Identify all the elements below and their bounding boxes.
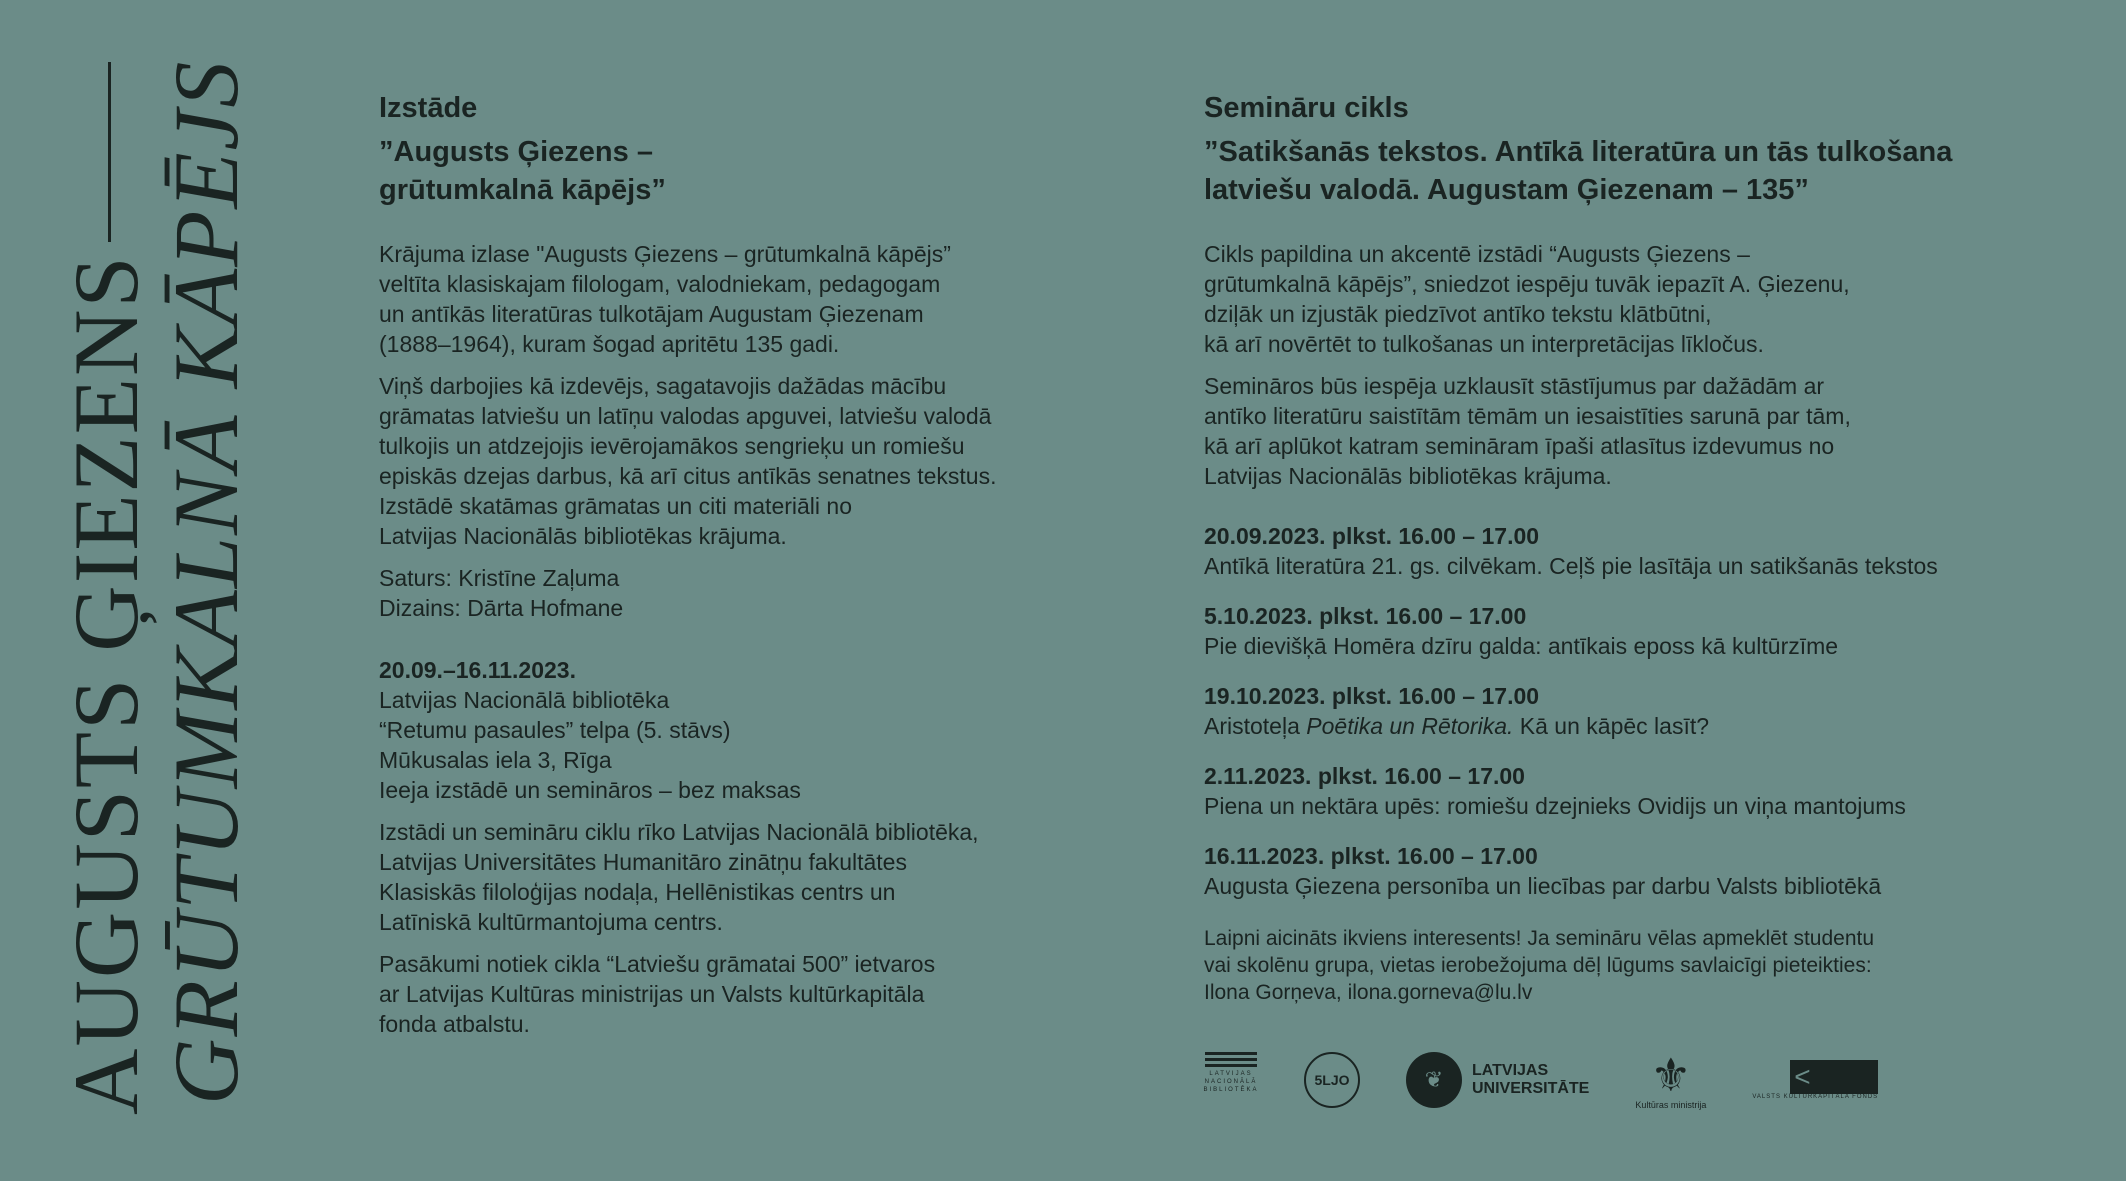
credits	[379, 563, 1059, 623]
seminar-session	[1204, 761, 2064, 821]
organizers	[379, 817, 1059, 937]
seminars-column	[1204, 92, 2064, 1018]
vkkf-text: VALSTS KULTŪRKAPITĀLA FONDS	[1752, 1094, 1879, 1100]
km-text: Kultūras ministrija	[1635, 1100, 1707, 1110]
text-line: fonda atbalstu.	[379, 1011, 530, 1037]
lu-text: UNIVERSITĀTE	[1472, 1080, 1590, 1097]
text-line: Latvijas Nacionālās bibliotēkas krājuma.	[379, 523, 787, 549]
session-topic: Antīkā literatūra 21. gs. cilvēkam. Ceļš pie lasītāja un satikšanās tekstos	[1204, 553, 1938, 579]
seminar-session	[1204, 841, 2064, 901]
topic-part: Kā un kāpēc lasīt?	[1513, 713, 1710, 739]
exhibition-para1	[379, 239, 1059, 359]
seminars-intro1	[1204, 239, 2064, 359]
text-line: Latvijas Universitātes Humanitāro zinātņu fakultātes	[379, 849, 907, 875]
lnb-logo	[1204, 1052, 1258, 1108]
seminars-title-line2: latviešu valodā. Augustam Ģiezenam – 135”	[1204, 174, 1809, 206]
vertical-title	[0, 0, 260, 1181]
session-topic: Pie dievišķā Homēra dzīru galda: antīkais eposs kā kultūrzīme	[1204, 633, 1839, 659]
vertical-title-line1: AUGUSTS ĢIEZENS	[55, 254, 157, 1115]
text-line: Cikls papildina un akcentē izstādi “Augusts Ģiezens –	[1204, 241, 1750, 267]
text-line: grāmatas latviešu un latīņu valodas apguvei, latviešu valodā	[379, 403, 992, 429]
exhibition-dates: 20.09.–16.11.2023.	[379, 657, 576, 683]
text-line: Latvijas Nacionālās bibliotēkas krājuma.	[1204, 463, 1612, 489]
text-line: veltīta klasiskajam filologam, valodniekam, pedagogam	[379, 271, 941, 297]
session-topic	[1204, 711, 2064, 741]
km-logo	[1635, 1050, 1706, 1110]
topic-part: Aristoteļa	[1204, 713, 1307, 739]
design-credit: Dizains: Dārta Hofmane	[379, 595, 624, 621]
seminar-session	[1204, 681, 2064, 741]
seminar-session	[1204, 601, 2064, 661]
text-line: ar Latvijas Kultūras ministrijas un Valsts kultūrkapitāla	[379, 981, 925, 1007]
text-line: kā arī novērtēt to tulkošanas un interpretācijas līkločus.	[1204, 331, 1764, 357]
invite	[1204, 925, 2064, 1006]
session-topic: Augusta Ģiezena personība un liecības par darbu Valsts bibliotēkā	[1204, 873, 1882, 899]
exhibition-title	[379, 133, 1059, 209]
exhibition-para2	[379, 371, 1059, 551]
text-line: (1888–1964), kuram šogad apritētu 135 gadi.	[379, 331, 840, 357]
vkkf-mark-icon: <	[1794, 1061, 1811, 1092]
text-line: vai skolēnu grupa, vietas ierobežojuma dēļ lūgums savlaicīgi pieteikties:	[1204, 954, 1872, 977]
venue-line: “Retumu pasaules” telpa (5. stāvs)	[379, 717, 731, 743]
text-line: Izstādē skatāmas grāmatas un citi materiāli no	[379, 493, 852, 519]
text-line: un antīkās literatūras tulkotājam Augustam Ģiezenam	[379, 301, 924, 327]
venue-line: Latvijas Nacionālā bibliotēka	[379, 687, 670, 713]
lg500-text: 5LJO	[1314, 1072, 1350, 1088]
crest-icon: ⚜	[1650, 1049, 1692, 1101]
lu-text: LATVIJAS	[1472, 1062, 1549, 1079]
lu-logo	[1406, 1052, 1589, 1108]
text-line: Pasākumi notiek cikla “Latviešu grāmatai 500” ietvaros	[379, 951, 936, 977]
support	[379, 949, 1059, 1039]
seminars-intro2	[1204, 371, 2064, 491]
seminars-title-line1: ”Satikšanās tekstos. Antīkā literatūra un tās tulkošana	[1204, 136, 1953, 168]
session-date: 2.11.2023. plkst. 16.00 – 17.00	[1204, 763, 1525, 789]
exhibition-column	[379, 92, 1059, 1051]
content-credit: Saturs: Kristīne Zaļuma	[379, 565, 620, 591]
session-date: 16.11.2023. plkst. 16.00 – 17.00	[1204, 843, 1538, 869]
session-topic: Piena un nektāra upēs: romiešu dzejnieks Ovidijs un viņa mantojums	[1204, 793, 1906, 819]
text-line: Viņš darbojies kā izdevējs, sagatavojis dažādas mācību	[379, 373, 947, 399]
seminars-title	[1204, 133, 2064, 209]
venue-line: Mūkusalas iela 3, Rīga	[379, 747, 612, 773]
session-date: 20.09.2023. plkst. 16.00 – 17.00	[1204, 523, 1540, 549]
session-date: 5.10.2023. plkst. 16.00 – 17.00	[1204, 603, 1527, 629]
text-line: dziļāk un izjustāk piedzīvot antīko tekstu klātbūtni,	[1204, 301, 1712, 327]
exhibition-title-line1: ”Augusts Ģiezens –	[379, 136, 653, 168]
text-line: Izstādi un semināru ciklu rīko Latvijas Nacionālā bibliotēka,	[379, 819, 979, 845]
text-line: Semināros būs iespēja uzklausīt stāstījumus par dažādām ar	[1204, 373, 1825, 399]
seminars-heading: Semināru cikls	[1204, 92, 1409, 124]
seminar-session	[1204, 521, 2064, 581]
text-line: antīko literatūru saistītām tēmām un iesaistīties sarunā par tām,	[1204, 403, 1851, 429]
text-line: episkās dzejas darbus, kā arī citus antīkās senatnes tekstus.	[379, 463, 997, 489]
venue-line: Ieeja izstādē un semināros – bez maksas	[379, 777, 801, 803]
partner-logos	[1204, 1050, 1878, 1110]
text-line: grūtumkalnā kāpējs”, sniedzot iespēju tuvāk iepazīt A. Ģiezenu,	[1204, 271, 1850, 297]
text-line: Klasiskās filoloģijas nodaļa, Hellēnistikas centrs un	[379, 879, 896, 905]
venue-block	[379, 655, 1059, 805]
text-line: tulkojis un atdzejojis ievērojamākos sengrieķu un romiešu	[379, 433, 965, 459]
text-line: Laipni aicināts ikviens interesents! Ja semināru vēlas apmeklēt studentu	[1204, 927, 1875, 950]
title-dash	[108, 62, 111, 242]
text-line: Latīniskā kultūrmantojuma centrs.	[379, 909, 723, 935]
session-date: 19.10.2023. plkst. 16.00 – 17.00	[1204, 683, 1540, 709]
lu-seal-icon: ❦	[1406, 1052, 1462, 1108]
topic-italic: Poētika un Rētorika.	[1306, 713, 1514, 739]
text-line: Krājuma izlase "Augusts Ģiezens – grūtumkalnā kāpējs”	[379, 241, 951, 267]
latviesu-gramatai-500-logo	[1304, 1052, 1360, 1108]
text-line: kā arī aplūkot katram semināram īpaši atlasītus izdevumus no	[1204, 433, 1835, 459]
vertical-title-line2: GRŪTUMKALNĀ KĀPĒJS	[155, 59, 257, 1105]
exhibition-heading: Izstāde	[379, 92, 478, 124]
exhibition-title-line2: grūtumkalnā kāpējs”	[379, 174, 666, 206]
contact-line: Ilona Gorņeva, ilona.gorneva@lu.lv	[1204, 981, 1533, 1004]
vkkf-logo	[1752, 1060, 1878, 1100]
lnb-logo-text: LATVIJAS NACIONĀLĀ BIBLIOTĒKA	[1203, 1071, 1259, 1093]
